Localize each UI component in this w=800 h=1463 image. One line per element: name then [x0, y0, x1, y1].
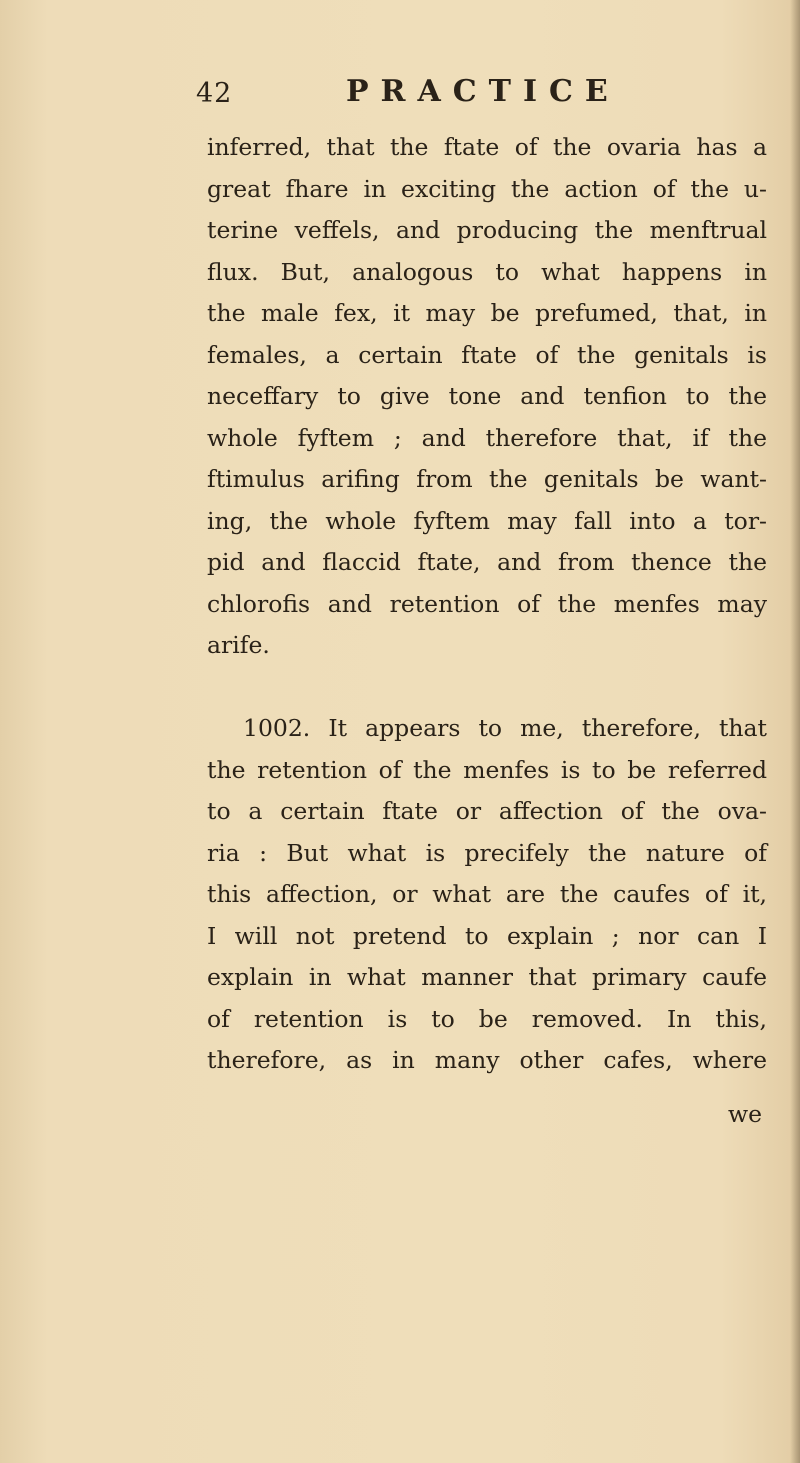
- text-line: ria : But what is precifely the nature of: [207, 838, 767, 867]
- text-line: this affection, or what are the caufes of it,: [207, 880, 767, 908]
- text-line: terine veffels, and producing the menftrual: [207, 216, 767, 244]
- paragraph-gap: [207, 667, 767, 709]
- text-line: great fhare in exciting the action of the u-: [207, 174, 767, 203]
- text-line: inferred, that the ftate of the ovaria has a: [207, 133, 767, 161]
- text-line: explain in what manner that primary caufe: [207, 963, 767, 991]
- text-line: the retention of the menfes is to be referred: [207, 755, 767, 784]
- page-number: 42: [196, 78, 233, 109]
- text-line: pid and flaccid ftate, and from thence the: [207, 548, 767, 576]
- text-line: of retention is to be removed. In this,: [207, 1004, 767, 1033]
- text-line: neceffary to give tone and tenfion to the: [207, 382, 767, 410]
- text-line: chlorofis and retention of the menfes may: [207, 589, 767, 618]
- text-line: ing, the whole fyftem may fall into a tor-: [207, 506, 767, 535]
- text-line: to a certain ftate or affection of the ova-: [207, 797, 767, 825]
- text-line: the male fex, it may be prefumed, that, in: [207, 299, 767, 327]
- text-line: females, a certain ftate of the genitals is: [207, 340, 767, 369]
- text-line: flux. But, analogous to what happens in: [207, 257, 767, 286]
- text-line: therefore, as in many other cafes, where: [207, 1046, 767, 1074]
- catchword: we: [728, 1100, 763, 1128]
- page-title: PRACTICE: [346, 74, 620, 109]
- running-head: [196, 74, 646, 114]
- text-line: I will not pretend to explain ; nor can I: [207, 921, 767, 950]
- text-line: ftimulus arifing from the genitals be want-: [207, 465, 767, 493]
- text-line: arife.: [207, 631, 270, 659]
- text-line: 1002. It appears to me, therefore, that: [243, 714, 767, 742]
- body-text: [207, 127, 767, 1082]
- text-line: whole fyftem ; and therefore that, if the: [207, 423, 767, 452]
